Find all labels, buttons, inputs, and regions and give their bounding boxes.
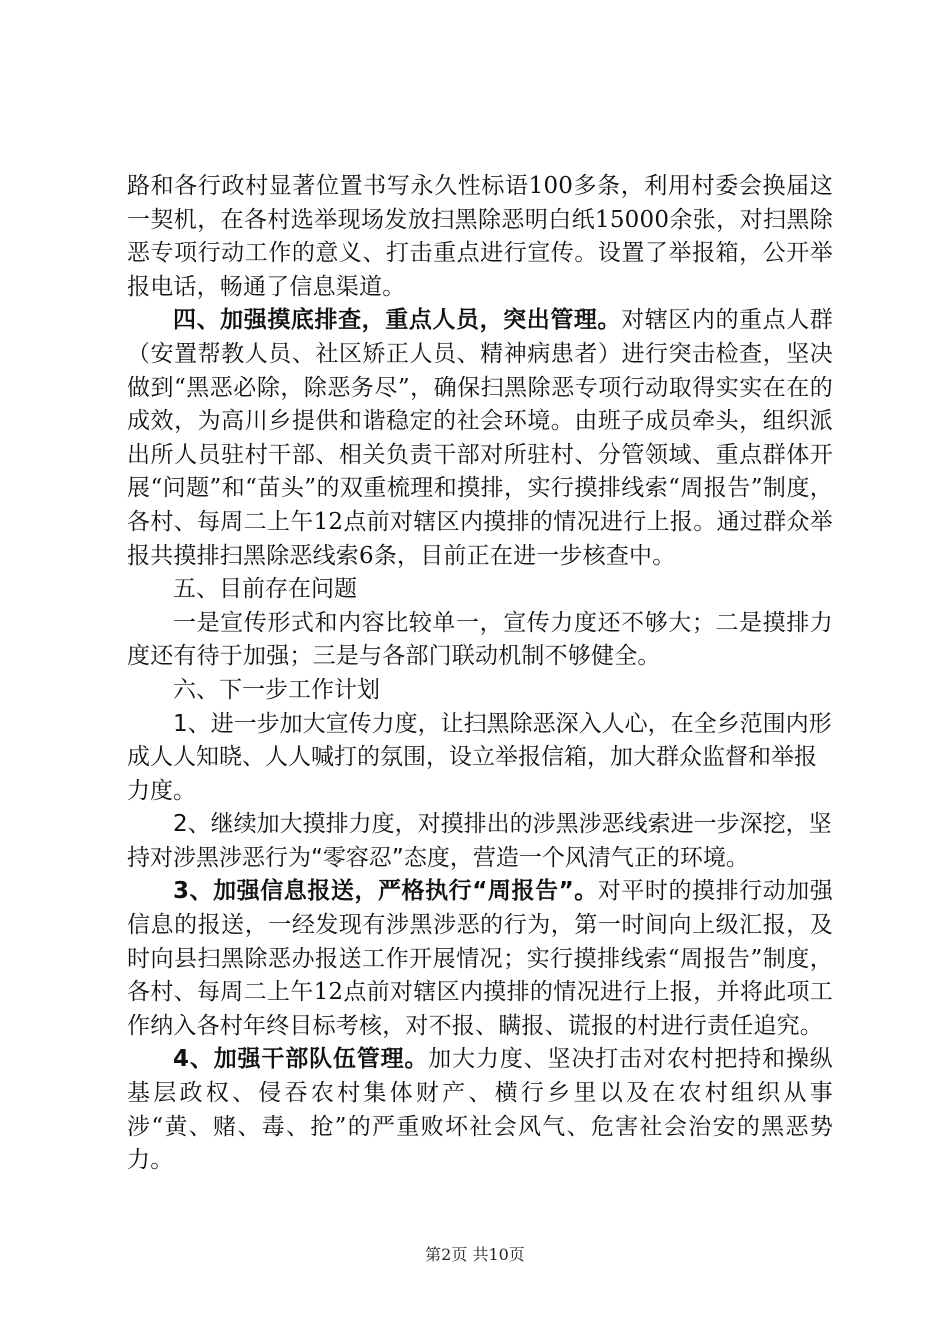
section-4-heading: 四、加强摸底排查，重点人员，突出管理。 — [173, 307, 622, 334]
document-body — [127, 170, 833, 1178]
plan-item-3 — [127, 875, 833, 1043]
section-6-heading: 六、下一步工作计划 — [173, 676, 380, 703]
paragraph-section-4 — [127, 304, 833, 573]
section-4-body: 对辖区内的重点人群（安置帮教人员、社区矫正人员、精神病患者）进行突击检查，坚决做到“黑恶必除，除恶务尽”，确保扫黑除恶专项行动取得实实在在的成效，为高川乡提供和谐稳定的社会环境。由班子成员牵头，组织派出所人员驻村干部、相关负责干部对所驻村、分管领域、重点群体开展“问题”和“苗头”的双重梳理和摸排，实行摸排线索“周报告”制度，各村、每周二上午12点前对辖区内摸排的情况进行上报。通过群众举报共摸排扫黑除恶线索6条，目前正在进一步核查中。 — [127, 307, 833, 569]
paragraph-section-5: 一是宣传形式和内容比较单一，宣传力度还不够大；二是摸排力度还有待于加强；三是与各部门联动机制不够健全。 — [127, 609, 833, 670]
page-number-footer: 第2页 共10页 — [425, 1245, 525, 1264]
plan-item-4 — [127, 1043, 833, 1177]
plan-item-3-body: 对平时的摸排行动加强信息的报送，一经发现有涉黑涉恶的行为，第一时间向上级汇报，及时向县扫黑除恶办报送工作开展情况；实行摸排线索“周报告”制度，各村、每周二上午12点前对辖区内摸排的情况进行上报，并将此项工作纳入各村年终目标考核，对不报、瞒报、谎报的村进行责任追究。 — [127, 878, 833, 1039]
paragraph-publicity: 路和各行政村显著位置书写永久性标语100多条，利用村委会换届这一契机，在各村选举现场发放扫黑除恶明白纸15000余张，对扫黑除恶专项行动工作的意义、打击重点进行宣传。设置了举报箱，公开举报电话，畅通了信息渠道。 — [127, 173, 833, 300]
plan-item-1: 1、进一步加大宣传力度，让扫黑除恶深入人心，在全乡范围内形成人人知晓、人人喊打的氛围，设立举报信箱，加大群众监督和举报力度。 — [127, 710, 832, 804]
plan-item-2: 2、继续加大摸排力度，对摸排出的涉黑涉恶线索进一步深挖，坚持对涉黑涉恶行为“零容忍”态度，营造一个风清气正的环境。 — [127, 811, 832, 871]
plan-item-4-body: 加大力度、坚决打击对农村把持和操纵基层政权、侵吞农村集体财产、横行乡里以及在农村组织从事涉“黄、赌、毒、抢”的严重败坏社会风气、危害社会治安的黑恶势力。 — [127, 1046, 833, 1174]
section-5-heading: 五、目前存在问题 — [173, 576, 357, 603]
plan-item-3-heading: 3、加强信息报送，严格执行“周报告”。 — [173, 878, 598, 905]
plan-item-4-heading: 4、加强干部队伍管理。 — [173, 1046, 429, 1073]
